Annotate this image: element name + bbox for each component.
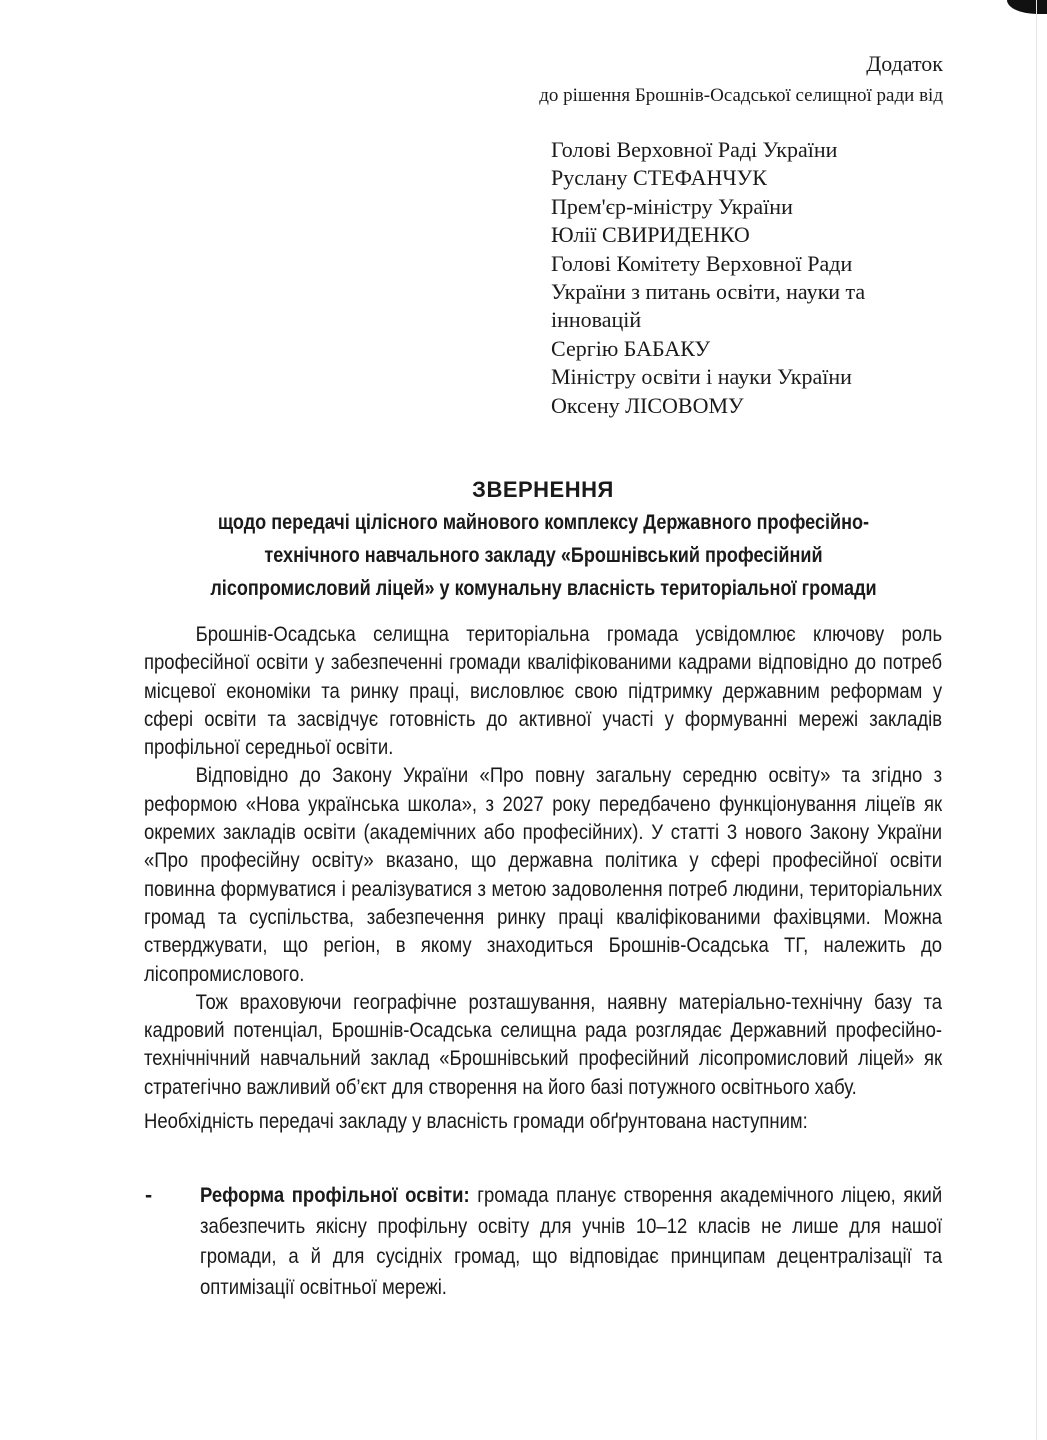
title-line: щодо передачі цілісного майнового комплексу Державного професійно- [217, 511, 870, 534]
body-paragraph: Брошнів-Осадська селищна територіальна громада усвідомлює ключову роль професійної освіти у забезпеченні громади кваліфікованими кадрами відповідно до потреб місцевої економіки та ринку праці, висловлює свою підтримку державним реформам у сфері освіти та засвідчує готовність до активної участі у формуванні мережі закладів профільної середньої освіти. [144, 622, 943, 760]
title-line: технічного навчального закладу «Брошнівський професійний [264, 544, 823, 567]
body-paragraph: Відповідно до Закону України «Про повну загальну середню освіту» та згідно з реформою «Нова українська школа», з 2027 року передбачено функціонування ліцеїв як окремих закладів освіти (академічних або професійних). У статті 3 нового Закону України «Про професійну освіту» вказано, що державна політика у сфері професійної освіти повинна формуватися і реалізуватися з метою задоволення потреб людини, територіальних громад та суспільства, забезпечення ринку праці кваліфікованими фахівцями. Можна стверджувати, що регіон, в якому знаходиться Брошнів-Осадська ТГ, належить до лісопромислового. [144, 763, 943, 986]
annex-subtitle: до рішення Брошнів-Осадської селищної ради від [539, 85, 943, 106]
addressee-line: Прем'єр-міністру України [551, 193, 793, 219]
bullet-item [145, 1180, 943, 1302]
scan-edge-line [1036, 0, 1037, 1440]
body-paragraph: Тож враховуючи географічне розташування, наявну матеріально-технічну базу та кадровий потенціал, Брошнів-Осадська селищна рада розглядає Державний професійно-технічнічний навчальний заклад «Брошнівський професійний лісопромисловий ліцей» як стратегічно важливий об’єкт для створення на його базі потужного освітнього хабу. [144, 989, 943, 1099]
addressee-line: Оксену ЛІСОВОМУ [551, 392, 744, 418]
annex-title: Додаток [866, 51, 943, 76]
justification-intro: Необхідність передачі закладу у власність громади обґрунтована наступним: [144, 1109, 808, 1134]
addressee-line: інновацій [551, 307, 642, 333]
addressee-line: Голові Верховної Раді України [551, 137, 838, 162]
bullet-text: громада планує створення академічного ліцею, який забезпечить якісну профільну освіту для учнів 10–12 класів не лише для нашої громади, а й для сусідніх громад, що відповідає принципам децентралізації та оптимізації освітньої мережі. [200, 1183, 943, 1299]
addressee-line: Голові Комітету Верховної Ради [551, 250, 853, 276]
title-heading: ЗВЕРНЕННЯ [472, 477, 614, 502]
scan-corner-artifact [1007, 0, 1047, 14]
addressee-line: Міністру освіти і науки України [551, 364, 852, 390]
title-line: лісопромисловий ліцей» у комунальну власність територіальної громади [210, 577, 877, 600]
document-title [140, 474, 946, 605]
document-body [144, 620, 942, 1135]
addressee-block [551, 136, 865, 420]
bullet-heading: Реформа профільної освіти: [200, 1183, 470, 1207]
addressee-line: Юлії СВИРИДЕНКО [551, 222, 750, 248]
annex-header [539, 50, 943, 110]
addressee-line: Сергію БАБАКУ [551, 335, 711, 361]
bullet-marker: - [145, 1183, 153, 1207]
addressee-line: України з питань освіти, науки та [551, 279, 866, 305]
addressee-line: Руслану СТЕФАНЧУК [551, 165, 767, 191]
